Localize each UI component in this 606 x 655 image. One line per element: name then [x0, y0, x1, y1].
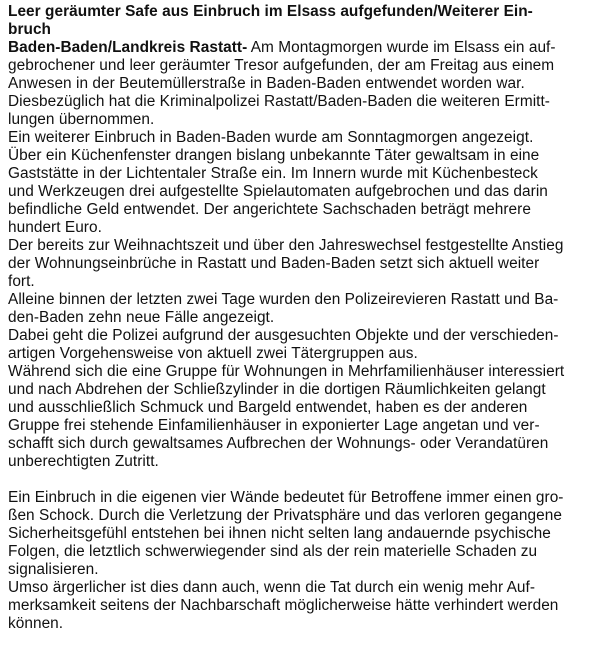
body-line: merksamkeit seitens der Nachbarschaft möglicherweise hätte verhindert werden: [8, 597, 559, 614]
body-line: fort.: [8, 273, 35, 290]
body-line: den-Baden zehn neue Fälle angezeigt.: [8, 309, 275, 326]
body-line: Gruppe frei stehende Einfamilienhäuser in exponierter Lage angetan und ver-: [8, 417, 540, 434]
body-line: schafft sich durch gewaltsames Aufbrechen der Wohnungs- oder Verandatüren: [8, 435, 549, 452]
body-line: Umso ärgerlicher ist dies dann auch, wenn die Tat durch ein wenig mehr Auf-: [8, 579, 536, 596]
body-line: der Wohnungseinbrüche in Rastatt und Baden-Baden setzt sich aktuell weiter: [8, 255, 540, 272]
body-line: ßen Schock. Durch die Verletzung der Privatsphäre und das verloren gegangene: [8, 507, 562, 524]
body-line: können.: [8, 615, 64, 632]
body-line: unberechtigten Zutritt.: [8, 453, 159, 470]
lead-text: Am Montagmorgen wurde im Elsass ein auf-: [247, 39, 556, 56]
article-title: [8, 3, 590, 39]
body-line: Dabei geht die Polizei aufgrund der ausgesuchten Objekte und der verschieden-: [8, 327, 559, 344]
body-line: Über ein Küchenfenster drangen bislang unbekannte Täter gewaltsam in eine: [8, 147, 540, 164]
body-line: [8, 39, 590, 57]
article-body: [8, 39, 590, 633]
body-line: lungen übernommen.: [8, 111, 155, 128]
body-line: Ein Einbruch in die eigenen vier Wände bedeutet für Betroffene immer einen gro-: [8, 489, 564, 506]
body-line: Anwesen in der Beutemüllerstraße in Baden-Baden entwendet worden war.: [8, 75, 525, 92]
body-line: Der bereits zur Weihnachtszeit und über den Jahreswechsel festgestellte Anstieg: [8, 237, 564, 254]
paragraph-gap: [8, 471, 590, 489]
body-line: und ausschließlich Schmuck und Bargeld entwendet, haben es der anderen: [8, 399, 528, 416]
body-line: signalisieren.: [8, 561, 99, 578]
body-line: Gaststätte in der Lichtentaler Straße ein. Im Innern wurde mit Küchenbesteck: [8, 165, 538, 182]
title-line: Leer geräumter Safe aus Einbruch im Elsass aufgefunden/Weiterer Ein-: [8, 3, 533, 20]
body-line: Ein weiterer Einbruch in Baden-Baden wurde am Sonntagmorgen angezeigt.: [8, 129, 534, 146]
body-line: Alleine binnen der letzten zwei Tage wurden den Polizeirevieren Rastatt und Ba-: [8, 291, 559, 308]
body-line: gebrochener und leer geräumter Tresor aufgefunden, der am Freitag aus einem: [8, 57, 555, 74]
dateline: Baden-Baden/Landkreis Rastatt-: [8, 39, 248, 56]
body-line: und nach Abdrehen der Schließzylinder in die dortigen Räumlichkeiten gelangt: [8, 381, 546, 398]
body-line: befindliche Geld entwendet. Der angerichtete Sachschaden beträgt mehrere: [8, 201, 531, 218]
body-line: artigen Vorgehensweise von aktuell zwei Tätergruppen aus.: [8, 345, 418, 362]
body-line: Während sich die eine Gruppe für Wohnungen in Mehrfamilienhäuser interessiert: [8, 363, 565, 380]
body-line: Sicherheitsgefühl entstehen bei ihnen nicht selten lang andauernde psychische: [8, 525, 551, 542]
body-line: und Werkzeugen drei aufgestellte Spielautomaten aufgebrochen und das darin: [8, 183, 548, 200]
body-line: hundert Euro.: [8, 219, 102, 236]
body-line: Diesbezüglich hat die Kriminalpolizei Rastatt/Baden-Baden die weiteren Ermitt-: [8, 93, 550, 110]
body-line: Folgen, die letztlich schwerwiegender sind als der rein materielle Schaden zu: [8, 543, 538, 560]
title-line: bruch: [8, 21, 52, 38]
